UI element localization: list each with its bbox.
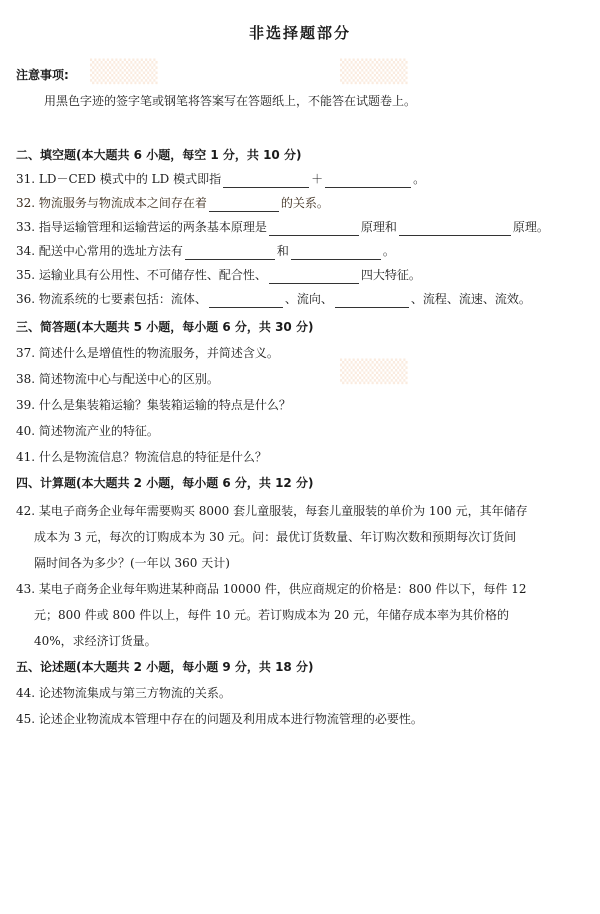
question-42-line3: 隔时间各为多少？(一年以 360 天计): [34, 556, 230, 570]
section-essay: 五、论述题(本大题共 2 小题，每小题 9 分，共 18 分): [16, 660, 314, 674]
question-42-line2: 成本为 3 元，每次的订购成本为 30 元。问：最优订货数量、年订购次数和预期每次订货间: [34, 530, 517, 544]
q34-text: 34. 配送中心常用的选址方法有: [16, 244, 183, 258]
q33-mid: 原理和: [360, 220, 397, 234]
question-36: [16, 290, 531, 308]
answer-blank[interactable]: [269, 223, 359, 236]
q35-end: 四大特征。: [360, 268, 421, 282]
question-41: 41. 什么是物流信息？物流信息的特征是什么？: [16, 450, 267, 464]
question-31: [16, 170, 425, 188]
q31-end: 。: [413, 172, 426, 186]
notice-label: 注意事项:: [16, 68, 69, 82]
question-43-line3: 40%，求经济订货量。: [34, 634, 157, 648]
question-40: 40. 简述物流产业的特征。: [16, 424, 159, 438]
answer-blank[interactable]: [223, 175, 309, 188]
watermark: ▒▒▒▒: [90, 60, 158, 85]
question-32: [16, 194, 329, 212]
question-39: 39. 什么是集装箱运输？集装箱运输的特点是什么？: [16, 398, 291, 412]
q32-text: 32. 物流服务与物流成本之间存在着: [16, 196, 207, 210]
answer-blank[interactable]: [399, 223, 511, 236]
question-34: [16, 242, 395, 260]
answer-blank[interactable]: [185, 247, 275, 260]
section-calculation: 四、计算题(本大题共 2 小题，每小题 6 分，共 12 分): [16, 476, 314, 490]
question-44: 44. 论述物流集成与第三方物流的关系。: [16, 686, 231, 700]
question-33: [16, 218, 549, 236]
q36-end: 、流程、流速、流效。: [410, 292, 531, 306]
watermark: ▒▒▒▒: [340, 360, 408, 385]
answer-blank[interactable]: [209, 199, 279, 212]
question-35: [16, 266, 421, 284]
question-38: 38. 简述物流中心与配送中心的区别。: [16, 372, 219, 386]
question-45: 45. 论述企业物流成本管理中存在的问题及利用成本进行物流管理的必要性。: [16, 712, 423, 726]
section-short-answer: 三、简答题(本大题共 5 小题，每小题 6 分，共 30 分): [16, 320, 314, 334]
answer-blank[interactable]: [209, 295, 283, 308]
watermark: ▒▒▒▒: [340, 60, 408, 85]
q31-plus: ＋: [311, 172, 324, 186]
page-title: 非选择题部分: [248, 24, 351, 42]
q33-end: 原理。: [512, 220, 549, 234]
q34-mid: 和: [276, 244, 289, 258]
q34-end: 。: [382, 244, 395, 258]
question-37: 37. 简述什么是增值性的物流服务，并简述含义。: [16, 346, 279, 360]
answer-blank[interactable]: [335, 295, 409, 308]
q33-text: 33. 指导运输管理和运输营运的两条基本原理是: [16, 220, 267, 234]
question-43: 43. 某电子商务企业每年购进某种商品 10000 件，供应商规定的价格是：800 件以下，每件 12: [16, 582, 527, 596]
q32-end: 的关系。: [280, 196, 329, 210]
q36-mid: 、流向、: [284, 292, 333, 306]
answer-blank[interactable]: [291, 247, 381, 260]
section-fill-blank: 二、填空题(本大题共 6 小题，每空 1 分，共 10 分): [16, 148, 302, 162]
q35-text: 35. 运输业具有公用性、不可储存性、配合性、: [16, 268, 267, 282]
notice-text: 用黑色字迹的签字笔或钢笔将答案写在答题纸上，不能答在试题卷上。: [44, 94, 417, 108]
question-42: 42. 某电子商务企业每年需要购买 8000 套儿童服装，每套儿童服装的单价为 100 元，其年储存: [16, 504, 528, 518]
answer-blank[interactable]: [269, 271, 359, 284]
question-43-line2: 元；800 件或 800 件以上，每件 10 元。若订购成本为 20 元，年储存成本率为其价格的: [34, 608, 510, 622]
q31-text: 31. LD－CED 模式中的 LD 模式即指: [16, 172, 222, 186]
q36-text: 36. 物流系统的七要素包括：流体、: [16, 292, 207, 306]
answer-blank[interactable]: [325, 175, 411, 188]
